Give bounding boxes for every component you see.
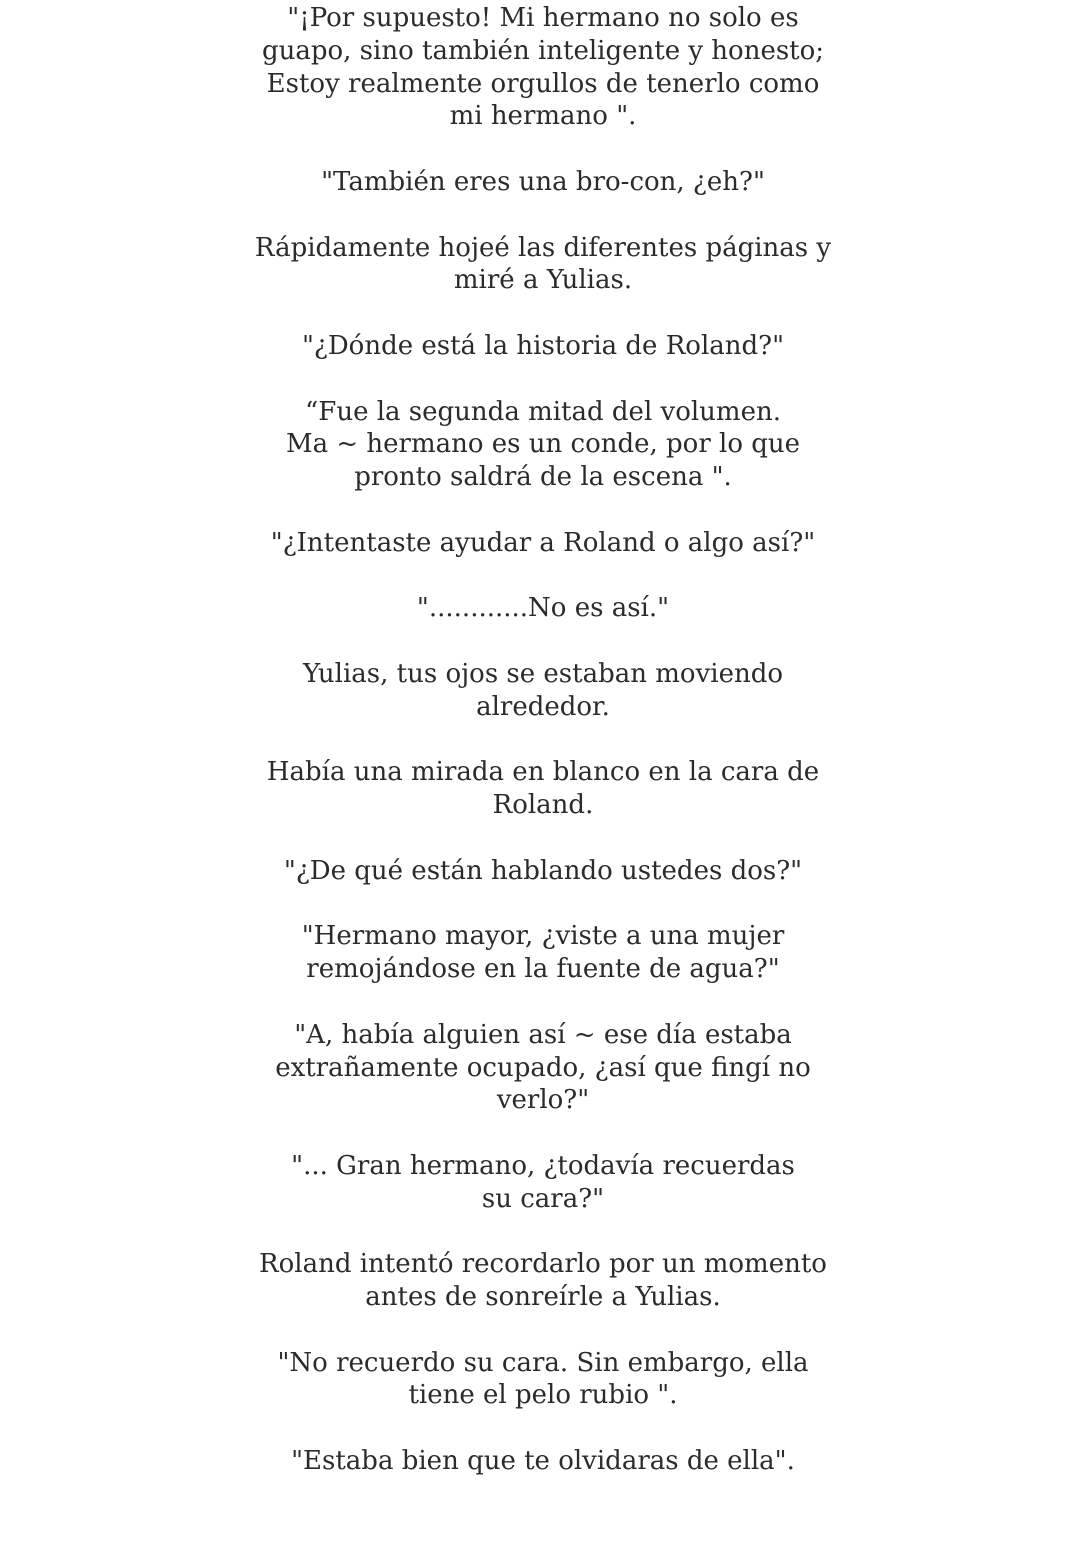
paragraph: "Estaba bien que te olvidaras de ella". [291,1446,795,1477]
paragraph: "............No es así." [416,593,670,624]
paragraph: “Fue la segunda mitad del volumen. Ma ~ hermano es un conde, por lo que pronto saldrá de la escena ". [285,396,801,493]
paragraph: "También eres una bro-con, ¿eh?" [321,166,765,197]
paragraph: "¡Por supuesto! Mi hermano no solo es guapo, sino también inteligente y honesto; Estoy realmente orgullos de tenerlo como mi hermano ". [261,3,825,132]
paragraph: Había una mirada en blanco en la cara de Roland. [266,757,820,821]
paragraph: "Hermano mayor, ¿viste a una mujer remojándose en la fuente de agua?" [301,921,785,985]
paragraph: "A, había alguien así ~ ese día estaba extrañamente ocupado, ¿así que fingí no verlo?" [275,1019,811,1116]
paragraph: "¿Intentaste ayudar a Roland o algo así?" [270,527,816,558]
paragraph: Rápidamente hojeé las diferentes páginas y miré a Yulias. [254,232,832,296]
paragraph: "¿Dónde está la historia de Roland?" [301,330,785,361]
paragraph: "¿De qué están hablando ustedes dos?" [283,855,803,886]
paragraph: "No recuerdo su cara. Sin embargo, ella tiene el pelo rubio ". [277,1347,809,1411]
paragraph: Roland intentó recordarlo por un momento antes de sonreírle a Yulias. [259,1249,827,1313]
paragraph: "... Gran hermano, ¿todavía recuerdas su cara?" [291,1150,795,1214]
paragraph: Yulias, tus ojos se estaban moviendo alrededor. [303,658,783,722]
